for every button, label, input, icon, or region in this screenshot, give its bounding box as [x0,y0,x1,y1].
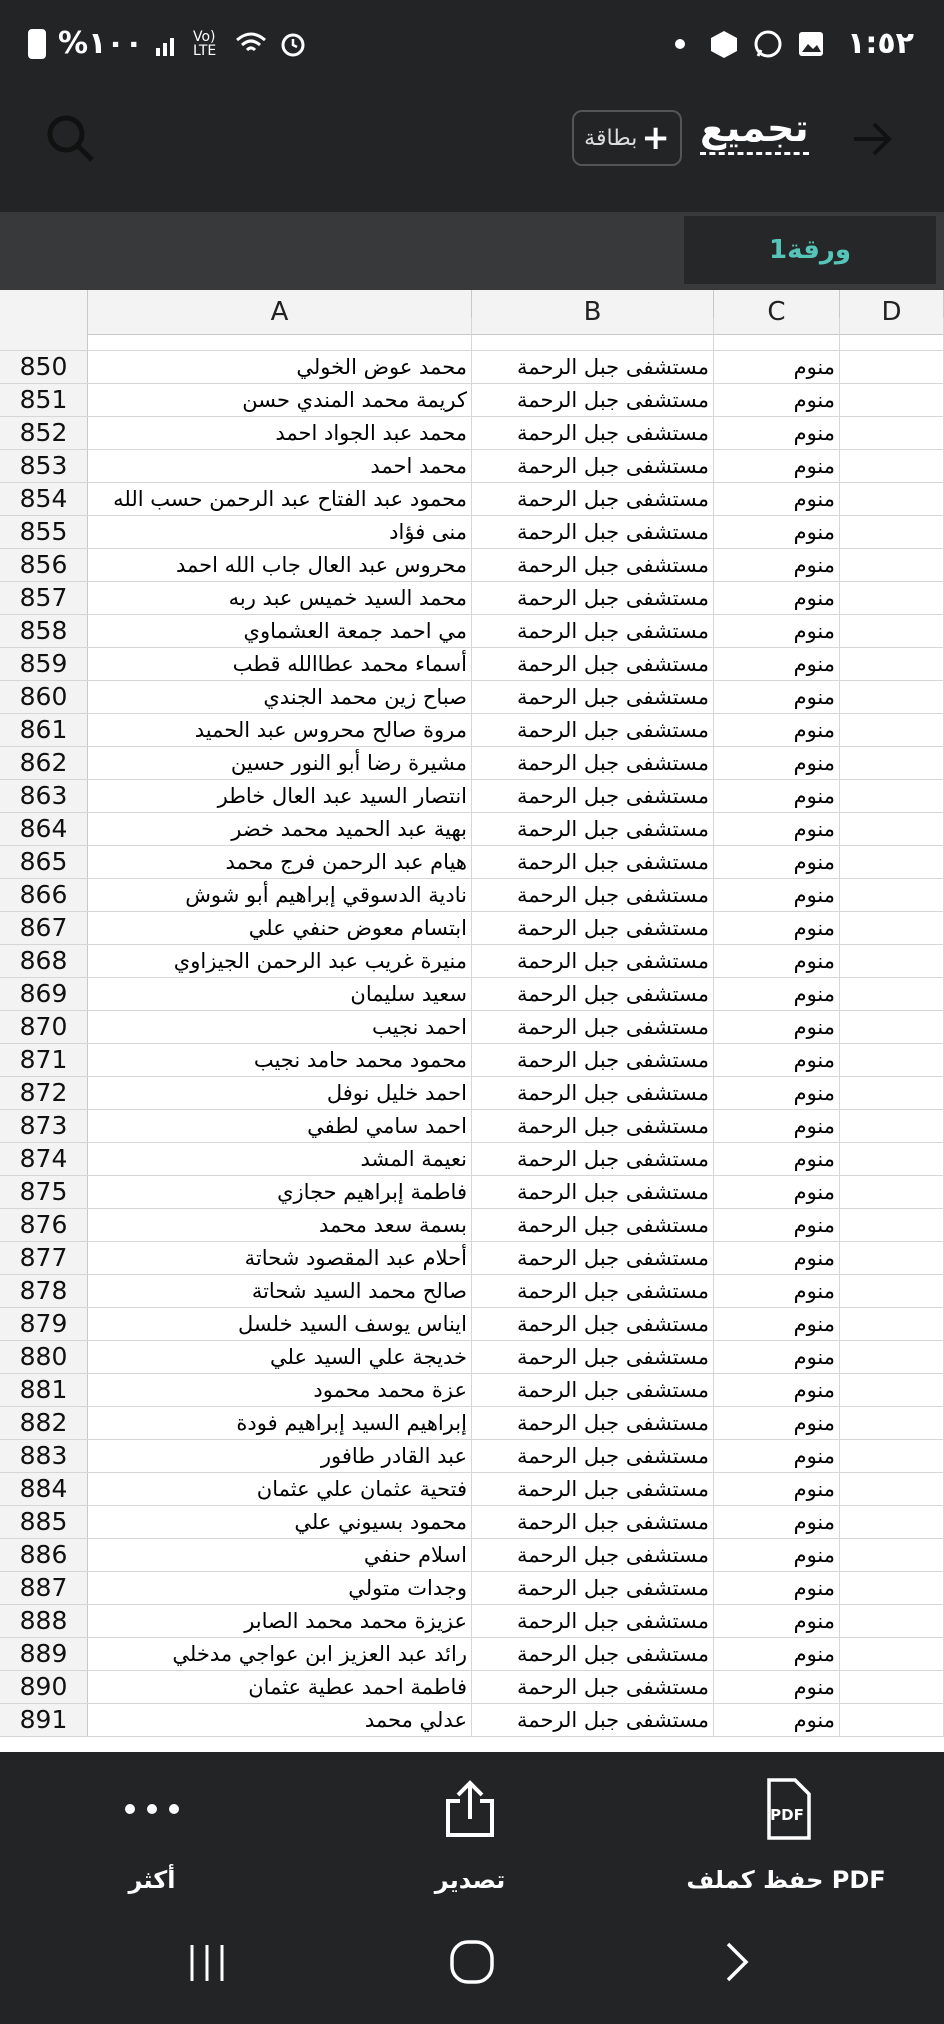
row-number[interactable]: 859 [0,648,88,680]
row-number[interactable]: 873 [0,1110,88,1142]
cell-status[interactable]: منوم [714,417,840,449]
cell-empty[interactable] [840,1209,944,1241]
column-header-d[interactable]: D [840,290,944,334]
cell-empty[interactable] [840,1572,944,1604]
cell-hospital[interactable]: مستشفى جبل الرحمة [472,1407,714,1439]
table-row[interactable] [0,1110,944,1143]
cell-status[interactable]: منوم [714,1176,840,1208]
column-header-a[interactable]: A [88,290,472,334]
table-row[interactable] [0,1275,944,1308]
plus-icon: + [641,118,670,158]
table-row[interactable] [0,1374,944,1407]
cell-status[interactable]: منوم [714,813,840,845]
cell-name[interactable]: عزيزة محمد محمد الصابر [88,1605,472,1637]
cell-hospital[interactable]: مستشفى جبل الرحمة [472,1176,714,1208]
cell-empty[interactable] [840,714,944,746]
cell-name[interactable]: بسمة سعد محمد [88,1209,472,1241]
cell-hospital[interactable]: مستشفى جبل الرحمة [472,1374,714,1406]
cell-name[interactable]: محمد احمد [88,450,472,482]
row-number[interactable]: 891 [0,1704,88,1736]
cell-hospital[interactable]: مستشفى جبل الرحمة [472,384,714,416]
cell-hospital[interactable]: مستشفى جبل الرحمة [472,450,714,482]
table-row[interactable] [0,1209,944,1242]
cell-name[interactable]: عزة محمد محمود [88,1374,472,1406]
cell-status[interactable]: منوم [714,1374,840,1406]
page-title: تجميع [700,106,809,155]
cell-name[interactable]: مروة صالح محروس عبد الحميد [88,714,472,746]
cell-name[interactable]: بهية عبد الحميد محمد خضر [88,813,472,845]
cell-empty[interactable] [840,1638,944,1670]
cell-hospital[interactable]: مستشفى جبل الرحمة [472,1704,714,1736]
cell-hospital[interactable]: مستشفى جبل الرحمة [472,681,714,713]
cell-hospital[interactable]: مستشفى جبل الرحمة [472,1110,714,1142]
cell-name[interactable]: محمود محمد حامد نجيب [88,1044,472,1076]
cell-hospital[interactable]: مستشفى جبل الرحمة [472,813,714,845]
cell-status[interactable]: منوم [714,1440,840,1472]
cell-name[interactable]: صباح زين محمد الجندي [88,681,472,713]
cell-hospital[interactable]: مستشفى جبل الرحمة [472,1308,714,1340]
cell-empty[interactable] [840,945,944,977]
row-number[interactable]: 881 [0,1374,88,1406]
table-row[interactable] [0,714,944,747]
cell-empty[interactable] [840,1341,944,1373]
cell-status[interactable]: منوم [714,1704,840,1736]
cell-hospital[interactable]: مستشفى جبل الرحمة [472,1605,714,1637]
table-row[interactable] [0,978,944,1011]
row-number[interactable]: 880 [0,1341,88,1373]
cell-empty[interactable] [840,1704,944,1736]
cell-empty[interactable] [840,417,944,449]
table-row[interactable] [0,1671,944,1704]
table-row[interactable] [0,450,944,483]
pdf-icon [759,1778,813,1840]
cell-name[interactable]: إبراهيم السيد إبراهيم فودة [88,1407,472,1439]
row-number[interactable]: 854 [0,483,88,515]
cell-status[interactable]: منوم [714,516,840,548]
cell-hospital[interactable]: مستشفى جبل الرحمة [472,1671,714,1703]
cell-status[interactable]: منوم [714,1605,840,1637]
cell-empty[interactable] [840,1308,944,1340]
cell-empty[interactable] [840,1671,944,1703]
cell-name[interactable]: احمد نجيب [88,1011,472,1043]
cell-status[interactable]: منوم [714,1209,840,1241]
cell-status[interactable]: منوم [714,1011,840,1043]
cell-empty[interactable] [840,1440,944,1472]
cell-name[interactable]: فاطمة إبراهيم حجازي [88,1176,472,1208]
cell-status[interactable]: منوم [714,747,840,779]
cell-name[interactable]: احمد خليل نوفل [88,1077,472,1109]
cell-hospital[interactable]: مستشفى جبل الرحمة [472,945,714,977]
cell-empty[interactable] [840,780,944,812]
row-number[interactable]: 850 [0,351,88,383]
table-row[interactable] [0,1407,944,1440]
cell-hospital[interactable]: مستشفى جبل الرحمة [472,1209,714,1241]
table-row[interactable] [0,417,944,450]
cell-name[interactable]: منيرة غريب عبد الرحمن الجيزاوي [88,945,472,977]
row-number[interactable]: 874 [0,1143,88,1175]
cell-name[interactable]: احمد سامي لطفي [88,1110,472,1142]
row-number[interactable]: 866 [0,879,88,911]
notification-dot [675,39,685,49]
cell-hospital[interactable]: مستشفى جبل الرحمة [472,1242,714,1274]
row-number[interactable]: 887 [0,1572,88,1604]
row-number[interactable]: 852 [0,417,88,449]
cell-empty[interactable] [840,1242,944,1274]
home-icon[interactable] [448,1938,496,1986]
row-number[interactable]: 853 [0,450,88,482]
cell-status[interactable]: منوم [714,1473,840,1505]
bottom-action-bar [0,1752,944,1922]
row-number[interactable]: 864 [0,813,88,845]
pdf-icon-text: PDF [770,1806,804,1824]
table-row[interactable] [0,351,944,384]
cell-empty[interactable] [840,483,944,515]
cell-status[interactable]: منوم [714,912,840,944]
cell-hospital[interactable]: مستشفى جبل الرحمة [472,879,714,911]
cell-empty[interactable] [840,1077,944,1109]
cell-hospital[interactable]: مستشفى جبل الرحمة [472,978,714,1010]
cell-name[interactable]: منى فؤاد [88,516,472,548]
row-number[interactable]: 888 [0,1605,88,1637]
search-icon[interactable] [44,112,96,164]
row-number[interactable]: 858 [0,615,88,647]
more-button[interactable] [52,1774,252,1894]
row-number[interactable]: 855 [0,516,88,548]
cell-status[interactable]: منوم [714,1077,840,1109]
table-row[interactable] [0,1704,944,1737]
cell-status[interactable]: منوم [714,1638,840,1670]
cell-hospital[interactable]: مستشفى جبل الرحمة [472,351,714,383]
cell-empty[interactable] [840,747,944,779]
table-row[interactable] [0,1605,944,1638]
cell-empty[interactable] [840,846,944,878]
row-number[interactable]: 869 [0,978,88,1010]
row-number[interactable]: 882 [0,1407,88,1439]
table-row[interactable] [0,1539,944,1572]
cell-hospital[interactable]: مستشفى جبل الرحمة [472,582,714,614]
battery-percent: %١٠٠ [58,26,143,61]
cell-status[interactable]: منوم [714,1044,840,1076]
cell-hospital[interactable]: مستشفى جبل الرحمة [472,615,714,647]
cell-name[interactable]: هيام عبد الرحمن فرج محمد [88,846,472,878]
table-row[interactable] [0,549,944,582]
cell-hospital[interactable]: مستشفى جبل الرحمة [472,549,714,581]
cell-hospital[interactable]: مستشفى جبل الرحمة [472,1011,714,1043]
table-row[interactable] [0,780,944,813]
table-row[interactable] [0,1077,944,1110]
cell-name[interactable]: محمد عبد الجواد احمد [88,417,472,449]
cell-name[interactable]: عبد القادر طافور [88,1440,472,1472]
cell-empty[interactable] [840,1407,944,1439]
column-header-c[interactable]: C [714,290,840,334]
table-row[interactable] [0,615,944,648]
row-number[interactable]: 862 [0,747,88,779]
cell-name[interactable]: محمود بسيوني علي [88,1506,472,1538]
table-row[interactable] [0,582,944,615]
table-row[interactable] [0,747,944,780]
cell-hospital[interactable]: مستشفى جبل الرحمة [472,1341,714,1373]
cell-hospital[interactable]: مستشفى جبل الرحمة [472,1539,714,1571]
cell-hospital[interactable]: مستشفى جبل الرحمة [472,1638,714,1670]
cell-hospital[interactable]: مستشفى جبل الرحمة [472,1143,714,1175]
cell-empty[interactable] [840,879,944,911]
row-number[interactable]: 886 [0,1539,88,1571]
cell-hospital[interactable]: مستشفى جبل الرحمة [472,648,714,680]
cell-hospital[interactable]: مستشفى جبل الرحمة [472,912,714,944]
cell-status[interactable]: منوم [714,450,840,482]
cell-name[interactable]: محروس عبد العال جاب الله احمد [88,549,472,581]
cell-name[interactable]: محمد السيد خميس عبد ربه [88,582,472,614]
cell-empty[interactable] [840,681,944,713]
cell-empty[interactable] [840,450,944,482]
cell-status[interactable]: منوم [714,549,840,581]
row-number[interactable]: 890 [0,1671,88,1703]
cell-status[interactable]: منوم [714,714,840,746]
row-number[interactable]: 863 [0,780,88,812]
sheet-tab-1[interactable]: ورقة1 [682,214,938,286]
cell-hospital[interactable]: مستشفى جبل الرحمة [472,1275,714,1307]
add-card-label: بطاقة [584,125,638,151]
cell-status[interactable]: منوم [714,1143,840,1175]
row-number[interactable]: 851 [0,384,88,416]
cell-status[interactable]: منوم [714,351,840,383]
cell-status[interactable]: منوم [714,846,840,878]
wifi-icon [235,30,267,58]
recent-apps-icon[interactable] [184,1940,230,1986]
row-number[interactable]: 870 [0,1011,88,1043]
cell-name[interactable]: أسماء محمد عطاالله قطب [88,648,472,680]
whatsapp-icon [753,29,783,59]
cell-name[interactable]: سعيد سليمان [88,978,472,1010]
cell-name[interactable]: ايناس يوسف السيد خلسل [88,1308,472,1340]
cell-name[interactable]: وجدات متولي [88,1572,472,1604]
cell-empty[interactable] [840,1176,944,1208]
cell-empty[interactable] [840,549,944,581]
cell-status[interactable]: منوم [714,1275,840,1307]
cell-empty[interactable] [840,582,944,614]
table-row[interactable] [0,516,944,549]
spreadsheet[interactable] [0,290,944,1752]
cell-name[interactable]: ابتسام معوض حنفي علي [88,912,472,944]
cell-status[interactable]: منوم [714,681,840,713]
cell-status[interactable]: منوم [714,879,840,911]
signal-icon [155,32,181,56]
cell-name[interactable]: أحلام عبد المقصود شحاتة [88,1242,472,1274]
cell-empty[interactable] [840,615,944,647]
cell-name[interactable]: فتحية عثمان علي عثمان [88,1473,472,1505]
table-row[interactable] [0,912,944,945]
more-dots-icon [122,1802,182,1816]
table-row[interactable] [0,1176,944,1209]
clock: ١:٥٢ [847,26,914,61]
row-number[interactable]: 865 [0,846,88,878]
alarm-icon [279,30,307,58]
table-row[interactable] [0,1143,944,1176]
cell-status[interactable]: منوم [714,978,840,1010]
add-card-button[interactable] [572,110,682,166]
column-header-b[interactable]: B [472,290,714,334]
cell-empty[interactable] [840,1506,944,1538]
table-row[interactable] [0,384,944,417]
table-row[interactable] [0,1308,944,1341]
cell-hospital[interactable]: مستشفى جبل الرحمة [472,1572,714,1604]
cell-status[interactable]: منوم [714,582,840,614]
row-number[interactable]: 860 [0,681,88,713]
cell-status[interactable]: منوم [714,1572,840,1604]
table-row[interactable] [0,1044,944,1077]
row-number[interactable]: 868 [0,945,88,977]
sheet-tabs [0,212,944,290]
table-row[interactable] [0,1506,944,1539]
table-row[interactable] [0,879,944,912]
cell-name[interactable]: صالح محمد السيد شحاتة [88,1275,472,1307]
cell-empty[interactable] [840,1110,944,1142]
cell-name[interactable]: كريمة محمد المندي حسن [88,384,472,416]
cell-empty[interactable] [840,384,944,416]
row-number[interactable]: 875 [0,1176,88,1208]
row-number[interactable]: 879 [0,1308,88,1340]
row-number[interactable]: 857 [0,582,88,614]
table-row[interactable] [0,1011,944,1044]
row-number[interactable]: 889 [0,1638,88,1670]
cell-hospital[interactable]: مستشفى جبل الرحمة [472,417,714,449]
cell-name[interactable]: مشيرة رضا أبو النور حسين [88,747,472,779]
cell-empty[interactable] [840,516,944,548]
cell-hospital[interactable]: مستشفى جبل الرحمة [472,1473,714,1505]
table-row[interactable] [0,1341,944,1374]
cell-empty[interactable] [840,1539,944,1571]
cell-empty[interactable] [840,978,944,1010]
cell-status[interactable]: منوم [714,780,840,812]
row-number[interactable]: 877 [0,1242,88,1274]
cell-hospital[interactable]: مستشفى جبل الرحمة [472,714,714,746]
cell-status[interactable]: منوم [714,384,840,416]
cell-hospital[interactable]: مستشفى جبل الرحمة [472,780,714,812]
cell-empty[interactable] [840,351,944,383]
table-row[interactable] [0,1440,944,1473]
cell-hospital[interactable]: مستشفى جبل الرحمة [472,1440,714,1472]
cell-status[interactable]: منوم [714,483,840,515]
table-row[interactable] [0,1638,944,1671]
cell-status[interactable]: منوم [714,1407,840,1439]
partial-row [0,318,944,351]
cell-status[interactable]: منوم [714,1110,840,1142]
cell-name[interactable]: محمود عبد الفتاح عبد الرحمن حسب الله [88,483,472,515]
cell-status[interactable]: منوم [714,1539,840,1571]
row-number[interactable]: 885 [0,1506,88,1538]
row-number[interactable]: 872 [0,1077,88,1109]
gallery-icon [797,30,825,58]
cell-hospital[interactable]: مستشفى جبل الرحمة [472,747,714,779]
row-number[interactable]: 867 [0,912,88,944]
row-number[interactable]: 878 [0,1275,88,1307]
row-number[interactable]: 861 [0,714,88,746]
cell-name[interactable]: نادية الدسوقي إبراهيم أبو شوش [88,879,472,911]
row-number[interactable]: 876 [0,1209,88,1241]
cell-name[interactable]: نعيمة المشد [88,1143,472,1175]
cell-hospital[interactable]: مستشفى جبل الرحمة [472,1044,714,1076]
save-pdf-button[interactable] [686,1774,886,1894]
row-number[interactable]: 884 [0,1473,88,1505]
row-number[interactable]: 883 [0,1440,88,1472]
cell-empty[interactable] [840,813,944,845]
cell-empty[interactable] [840,1143,944,1175]
cell-name[interactable]: مي احمد جمعة العشماوي [88,615,472,647]
cell-status[interactable]: منوم [714,615,840,647]
cell-hospital[interactable]: مستشفى جبل الرحمة [472,483,714,515]
box-app-icon [709,29,739,59]
cell-empty[interactable] [840,1605,944,1637]
cell-name[interactable]: اسلام حنفي [88,1539,472,1571]
cell-status[interactable]: منوم [714,945,840,977]
cell-hospital[interactable]: مستشفى جبل الرحمة [472,516,714,548]
cell-status[interactable]: منوم [714,1341,840,1373]
system-nav-bar [0,1922,944,2024]
back-icon[interactable] [716,1938,756,1986]
cell-empty[interactable] [840,1011,944,1043]
table-row[interactable] [0,1473,944,1506]
save-pdf-label: حفظ كملف PDF [686,1866,886,1894]
table-row[interactable] [0,1242,944,1275]
cell-status[interactable]: منوم [714,1308,840,1340]
battery-icon [28,29,46,59]
cell-hospital[interactable]: مستشفى جبل الرحمة [472,1506,714,1538]
app-toolbar [0,90,944,212]
cell-empty[interactable] [840,1374,944,1406]
cell-name[interactable]: انتصار السيد عبد العال خاطر [88,780,472,812]
lte-label: Vo) LTE [193,28,217,59]
table-row[interactable] [0,1572,944,1605]
cell-name[interactable]: فاطمة احمد عطية عثمان [88,1671,472,1703]
more-label: أكثر [128,1866,176,1894]
table-row[interactable] [0,648,944,681]
cell-status[interactable]: منوم [714,1671,840,1703]
cell-name[interactable]: محمد عوض الخولي [88,351,472,383]
export-icon [442,1779,498,1839]
cell-name[interactable]: عدلي محمد [88,1704,472,1736]
cell-hospital[interactable]: مستشفى جبل الرحمة [472,1077,714,1109]
cell-empty[interactable] [840,1473,944,1505]
cell-hospital[interactable]: مستشفى جبل الرحمة [472,846,714,878]
export-label: تصدير [434,1866,506,1894]
cell-status[interactable]: منوم [714,1242,840,1274]
cell-empty[interactable] [840,912,944,944]
row-number[interactable]: 856 [0,549,88,581]
cell-empty[interactable] [840,1044,944,1076]
table-row[interactable] [0,813,944,846]
export-button[interactable] [370,1774,570,1894]
status-bar [0,0,944,90]
table-row[interactable] [0,681,944,714]
cell-status[interactable]: منوم [714,1506,840,1538]
table-row[interactable] [0,945,944,978]
cell-status[interactable]: منوم [714,648,840,680]
table-row[interactable] [0,846,944,879]
table-row[interactable] [0,483,944,516]
cell-empty[interactable] [840,1275,944,1307]
row-number[interactable]: 871 [0,1044,88,1076]
cell-name[interactable]: خديجة علي السيد علي [88,1341,472,1373]
cell-name[interactable]: رائد عبد العزيز ابن عواجي مدخلي [88,1638,472,1670]
cell-empty[interactable] [840,648,944,680]
back-arrow-icon[interactable] [846,114,896,164]
